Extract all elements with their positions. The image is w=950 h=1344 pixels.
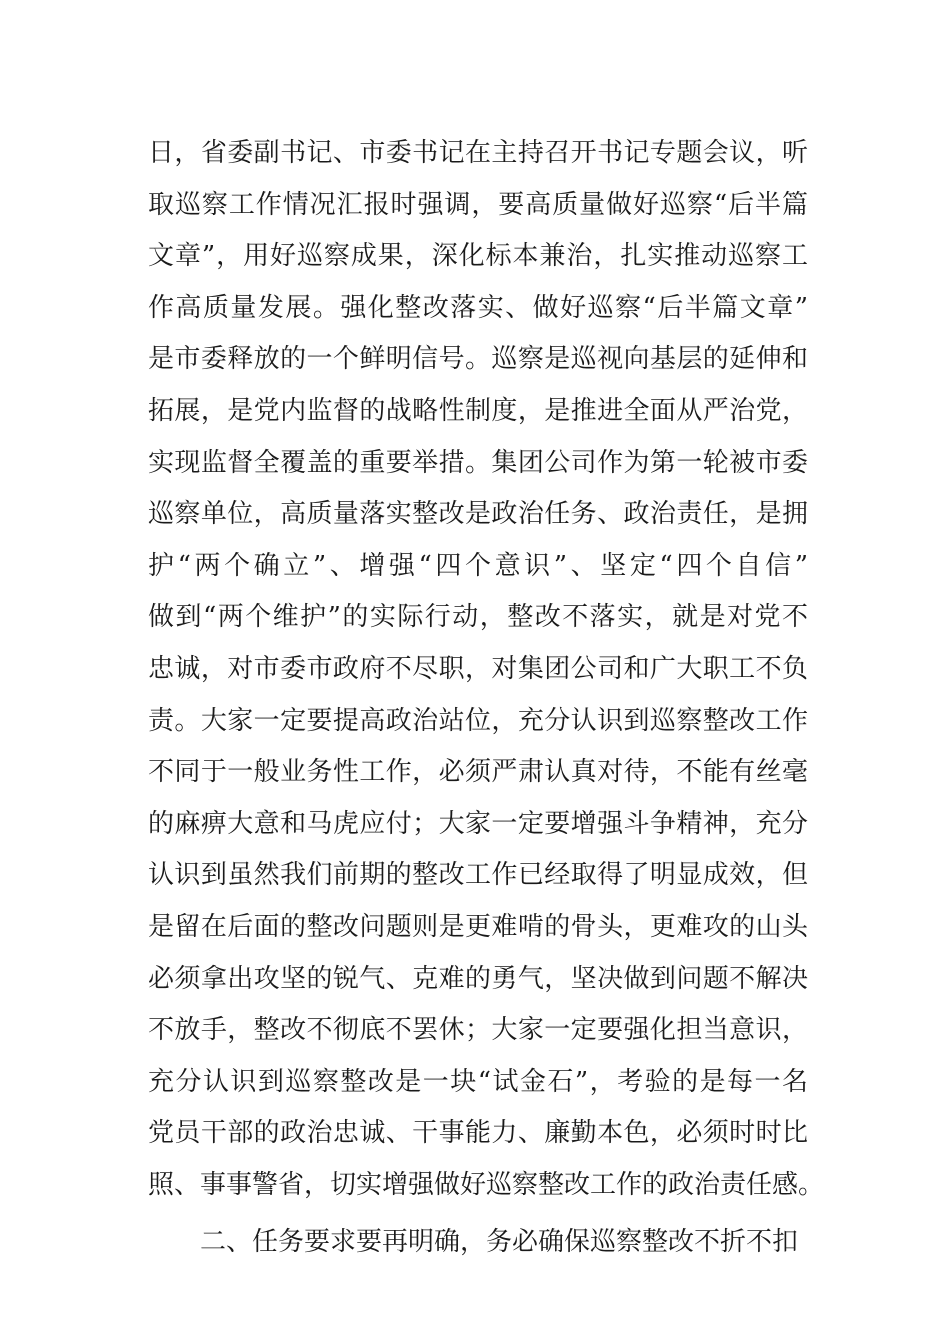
text-line: 的麻痹大意和马虎应付；大家一定要增强斗争精神，充分 [148, 808, 808, 839]
text-line: 责。大家一定要提高政治站位，充分认识到巡察整改工作 [148, 705, 808, 736]
text-line: 文章”，用好巡察成果，深化标本兼治，扎实推动巡察工 [148, 241, 808, 272]
section-heading-line: 二、任务要求要再明确，务必确保巡察整改不折不扣 [200, 1227, 799, 1258]
text-line: 作高质量发展。强化整改落实、做好巡察“后半篇文章” [148, 292, 808, 323]
text-line: 不同于一般业务性工作，必须严肃认真对待，不能有丝毫 [148, 757, 808, 788]
text-line: 取巡察工作情况汇报时强调，要高质量做好巡察“后半篇 [148, 189, 808, 220]
body-text [148, 128, 825, 1269]
text-line: 护“两个确立”、增强“四个意识”、坚定“四个自信” [148, 550, 808, 581]
text-line: 不放手，整改不彻底不罢休；大家一定要强化担当意识， [148, 1015, 808, 1046]
text-line: 巡察单位，高质量落实整改是政治任务、政治责任，是拥 [148, 499, 808, 530]
text-line: 必须拿出攻坚的锐气、克难的勇气，坚决做到问题不解决 [148, 963, 808, 994]
text-line: 是市委释放的一个鲜明信号。巡察是巡视向基层的延伸和 [148, 344, 808, 375]
text-line: 实现监督全覆盖的重要举措。集团公司作为第一轮被市委 [148, 447, 808, 478]
text-line: 忠诚，对市委市政府不尽职，对集团公司和广大职工不负 [148, 653, 808, 684]
text-line: 认识到虽然我们前期的整改工作已经取得了明显成效，但 [148, 860, 808, 891]
text-line: 做到“两个维护”的实际行动，整改不落实，就是对党不 [148, 602, 808, 633]
section-heading-paragraph [148, 1217, 808, 1269]
text-line: 日，省委副书记、市委书记在主持召开书记专题会议，听 [148, 138, 808, 168]
text-line: 充分认识到巡察整改是一块“试金石”，考验的是每一名 [148, 1066, 808, 1097]
text-line: 党员干部的政治忠诚、干事能力、廉勤本色，必须时时比 [148, 1118, 808, 1149]
text-line: 拓展，是党内监督的战略性制度，是推进全面从严治党， [148, 395, 808, 426]
text-line: 是留在后面的整改问题则是更难啃的骨头，更难攻的山头 [148, 911, 808, 942]
paragraph [148, 128, 825, 1211]
text-line: 照、事事警省，切实增强做好巡察整改工作的政治责任感。 [148, 1169, 825, 1200]
